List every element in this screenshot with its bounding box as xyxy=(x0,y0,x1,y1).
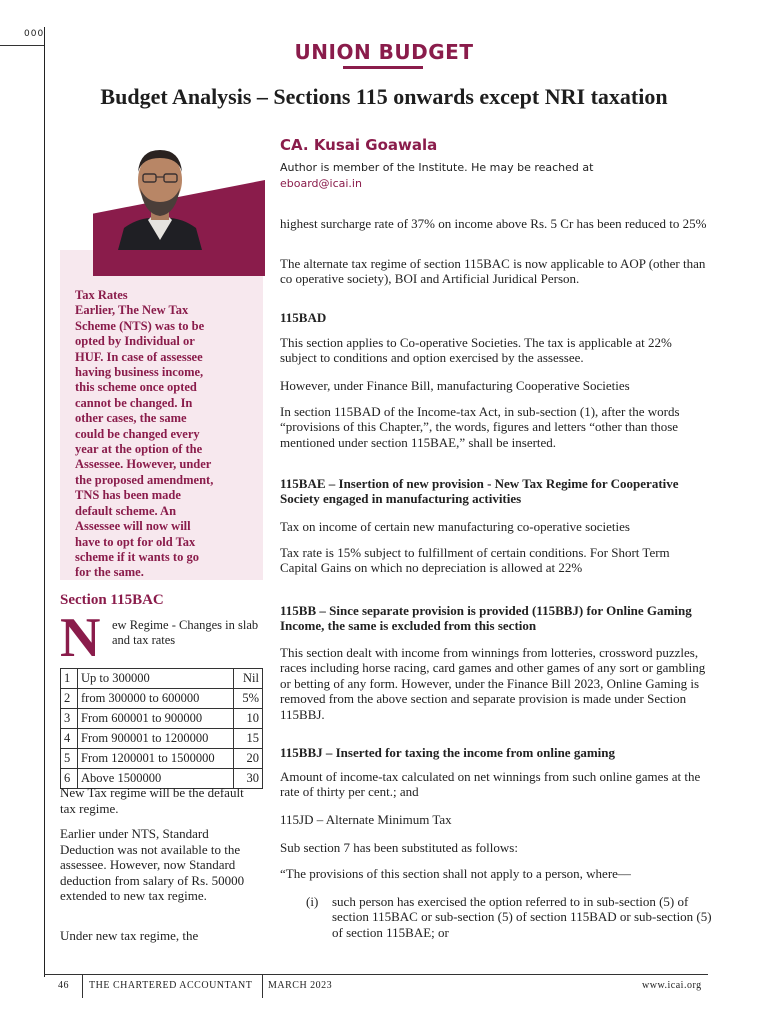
sidebar-line: default scheme. An xyxy=(75,503,177,518)
slab-cell: Up to 300000 xyxy=(78,669,234,689)
body-paragraph: In section 115BAD of the Income-tax Act, in sub-section (1), after the words “provisions of this Chapter,”, the words, figures and letters “other than those mentioned under section 115BAE,” shall be inserted. xyxy=(280,404,680,450)
sidebar-line: scheme if it wants to go xyxy=(75,549,199,564)
page-marker-text: 000 xyxy=(24,29,45,39)
sidebar-line: opted by Individual or xyxy=(75,334,195,349)
subheading: 115BB – Since separate provision is provided (115BBJ) for Online Gaming Income, the same is excluded from this section xyxy=(280,603,692,634)
left-paragraph: New Tax regime will be the default tax regime. xyxy=(60,785,244,816)
tax-slab-table xyxy=(60,668,263,789)
sidebar-line: for the same. xyxy=(75,565,144,580)
sidebar-line: could be changed every xyxy=(75,426,200,441)
sidebar-line: year at the option of the xyxy=(75,442,203,457)
footer-divider xyxy=(262,974,263,998)
body-paragraph: “The provisions of this section shall not apply to a person, where–– xyxy=(280,866,631,881)
body-paragraph: The alternate tax regime of section 115BAC is now applicable to AOP (other than co operative society), BOI and Artificial Juridical Person. xyxy=(280,256,706,287)
row-number: 2 xyxy=(61,689,78,709)
row-number: 4 xyxy=(61,729,78,749)
table-row xyxy=(61,709,263,729)
sidebar-line: cannot be changed. In xyxy=(75,395,193,410)
author-email-link[interactable]: eboard@icai.in xyxy=(280,177,362,190)
slab-cell: From 1200001 to 1500000 xyxy=(78,749,234,769)
journal-name: THE CHARTERED ACCOUNTANT xyxy=(89,980,253,991)
list-marker: (i) xyxy=(306,894,319,909)
left-paragraph: Under new tax regime, the xyxy=(60,928,199,943)
sidebar-line: Assessee will now will xyxy=(75,519,191,534)
slab-cell: Above 1500000 xyxy=(78,769,234,789)
sidebar-line: having business income, xyxy=(75,365,204,380)
sidebar-line: Tax Rates xyxy=(75,288,128,302)
subheading: 115BBJ – Inserted for taxing the income from online gaming xyxy=(280,745,615,760)
sidebar-line: HUF. In case of assessee xyxy=(75,349,203,364)
table-row xyxy=(61,669,263,689)
row-number: 3 xyxy=(61,709,78,729)
rate-cell: 20 xyxy=(234,749,263,769)
body-paragraph: This section applies to Co-operative Societies. The tax is applicable at 22% subject to conditions and option exercised by the assessee. xyxy=(280,335,672,366)
drop-cap-text: ew Regime - Changes in slab and tax rates xyxy=(112,618,259,647)
sidebar-line: other cases, the same xyxy=(75,411,187,426)
subheading: 115BAD xyxy=(280,310,327,325)
footer-divider xyxy=(82,974,83,998)
page-number: 46 xyxy=(58,980,69,991)
left-paragraph: Earlier under NTS, Standard Deduction was not available to the assessee. However, now Standard deduction from salary of Rs. 50000 extended to new tax regime. xyxy=(60,826,245,903)
sidebar-line: Earlier, The New Tax xyxy=(75,303,189,318)
issue-date: MARCH 2023 xyxy=(268,980,333,991)
body-paragraph: highest surcharge rate of 37% on income above Rs. 5 Cr has been reduced to 25% xyxy=(280,216,707,231)
list-item-text: such person has exercised the option referred to in sub-section (5) of section 115BAC or sub-section (5) of section 115BAD or sub-section (5) of section 115BAE; or xyxy=(332,894,712,940)
sidebar-line: the proposed amendment, xyxy=(75,472,214,487)
sidebar-line: have to opt for old Tax xyxy=(75,534,196,549)
body-paragraph: This section dealt with income from winnings from lotteries, crossword puzzles, races including horse racing, card games and other games of any sort or gambling or betting of any form. However, under the Finance Bill 2023, Online Gaming is removed from the above section and separate provision is made under Section 115BBJ. xyxy=(280,645,706,722)
slab-cell: From 900001 to 1200000 xyxy=(78,729,234,749)
row-number: 6 xyxy=(61,769,78,789)
author-note: Author is member of the Institute. He may be reached at xyxy=(280,161,594,174)
rate-cell: 5% xyxy=(234,689,263,709)
body-paragraph: Tax on income of certain new manufacturing co-operative societies xyxy=(280,519,630,534)
sidebar-text xyxy=(75,288,265,581)
slab-cell: From 600001 to 900000 xyxy=(78,709,234,729)
table-row xyxy=(61,729,263,749)
slab-cell: from 300000 to 600000 xyxy=(78,689,234,709)
website-link[interactable]: www.icai.org xyxy=(642,980,702,991)
rate-cell: Nil xyxy=(234,669,263,689)
sidebar-line: Assessee. However, under xyxy=(75,457,212,472)
body-paragraph: However, under Finance Bill, manufacturing Cooperative Societies xyxy=(280,378,630,393)
rate-cell: 15 xyxy=(234,729,263,749)
footer-rule xyxy=(44,974,708,975)
author-name: CA. Kusai Goawala xyxy=(280,136,438,154)
table-row xyxy=(61,689,263,709)
sidebar-line: TNS has been made xyxy=(75,488,181,503)
body-paragraph: 115JD – Alternate Minimum Tax xyxy=(280,812,452,827)
body-paragraph: Sub section 7 has been substituted as follows: xyxy=(280,840,518,855)
author-photo xyxy=(110,132,210,250)
rate-cell: 30 xyxy=(234,769,263,789)
sidebar-line: Scheme (NTS) was to be xyxy=(75,318,205,333)
table-row xyxy=(61,749,263,769)
page-title: Budget Analysis – Sections 115 onwards except NRI taxation xyxy=(100,84,668,109)
row-number: 5 xyxy=(61,749,78,769)
rate-cell: 10 xyxy=(234,709,263,729)
section-heading: Section 115BAC xyxy=(60,592,164,608)
section-label: UNION BUDGET xyxy=(294,40,474,64)
body-paragraph: Amount of income-tax calculated on net winnings from such online games at the rate of thirty per cent.; and xyxy=(280,769,701,800)
left-margin-rule xyxy=(44,27,45,977)
drop-cap: N xyxy=(60,607,101,669)
subheading: 115BAE – Insertion of new provision - New Tax Regime for Cooperative Society engaged in manufacturing activities xyxy=(280,476,679,507)
section-underline xyxy=(343,66,423,69)
body-paragraph: Tax rate is 15% subject to fulfillment of certain conditions. For Short Term Capital Gains on which no depreciation is allowed at 22% xyxy=(280,545,670,576)
row-number: 1 xyxy=(61,669,78,689)
sidebar-line: this scheme once opted xyxy=(75,380,197,395)
